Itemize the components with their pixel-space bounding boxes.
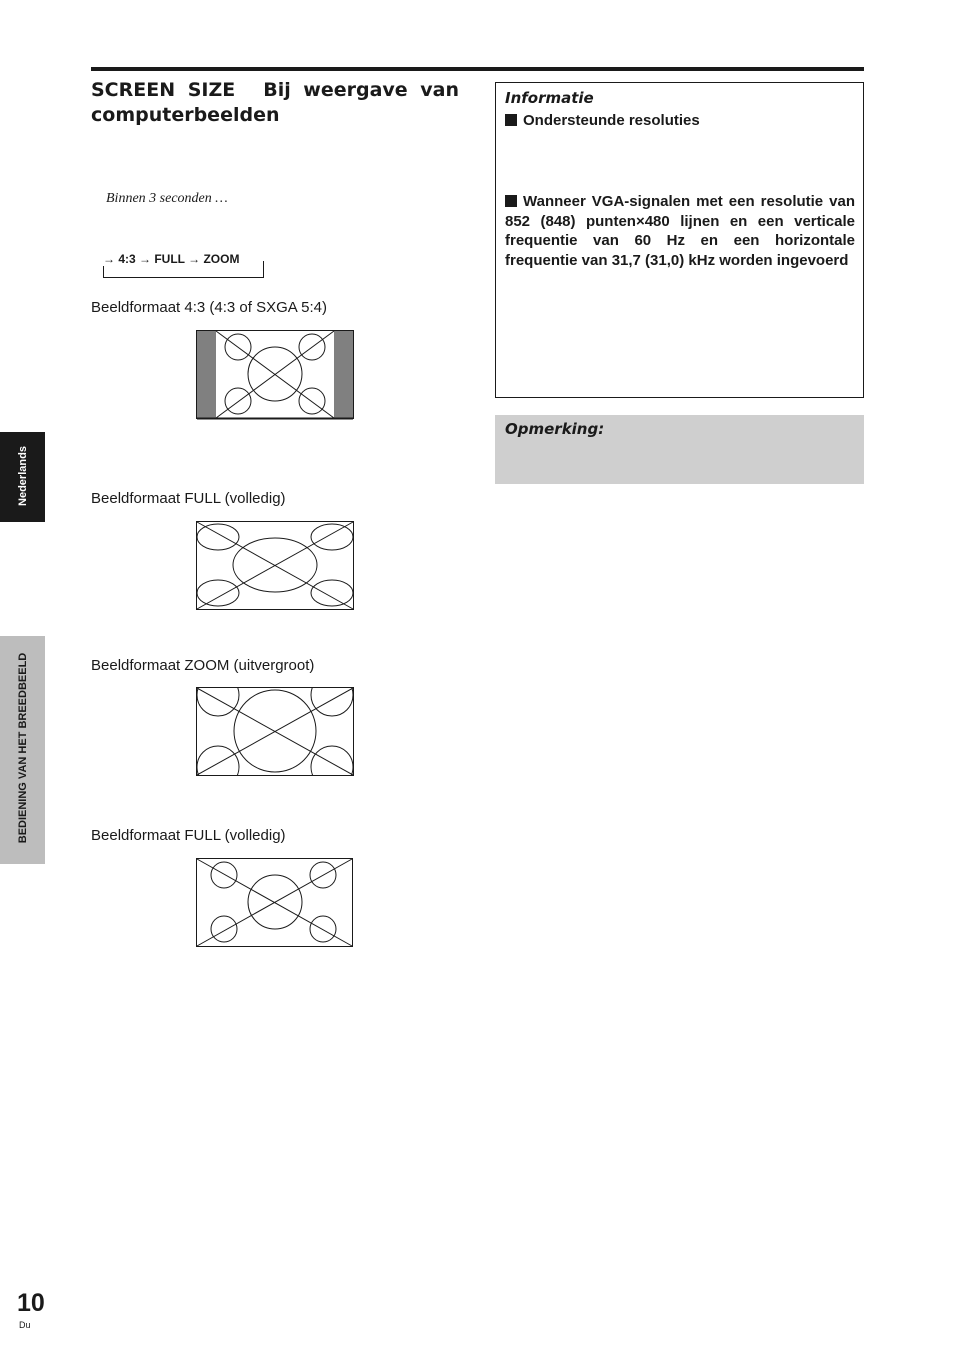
heading-screen-size: SCREEN SIZE [91, 79, 236, 101]
section-heading [91, 78, 459, 128]
cycle-sequence: → 4:3 → FULL → ZOOM [103, 252, 243, 266]
format-label-full-2: Beeldformaat FULL (volledig) [91, 827, 286, 844]
info-item-vga [505, 192, 855, 270]
heading-subtitle: Bij weergave van computerbeelden [91, 79, 460, 126]
info-item-vga-text: Wanneer VGA-signalen met een resolutie van 852 (848) punten×480 lijnen en een verticale frequentie van 60 Hz en een horizontale frequentie van 31,7 (31,0) kHz worden ingevoerd [505, 193, 855, 269]
page-language-code: Du [19, 1320, 31, 1330]
format-label-full: Beeldformaat FULL (volledig) [91, 490, 286, 507]
figure-full [196, 521, 354, 610]
info-item-resolutions-text: Ondersteunde resoluties [523, 112, 700, 129]
top-rule [91, 67, 864, 71]
format-label-zoom: Beeldformaat ZOOM (uitvergroot) [91, 657, 315, 674]
page-number: 10 [17, 1289, 45, 1317]
bullet-square-icon [505, 114, 517, 126]
side-tab-language-text: Nederlands [17, 446, 29, 506]
info-heading: Informatie [505, 89, 594, 107]
side-tab-language [0, 432, 45, 522]
figure-4-3 [196, 330, 354, 420]
figure-full-2 [196, 858, 354, 947]
bullet-square-icon [505, 195, 517, 207]
side-tab-section-text: BEDIENING VAN HET BREEDBEELD [17, 652, 29, 844]
info-item-resolutions [505, 111, 700, 131]
note-heading: Opmerking: [505, 420, 605, 438]
side-tab-section [0, 636, 45, 864]
figure-zoom [196, 687, 354, 776]
timing-note: Binnen 3 seconden … [106, 191, 228, 206]
format-label-4-3: Beeldformaat 4:3 (4:3 of SXGA 5:4) [91, 299, 327, 316]
